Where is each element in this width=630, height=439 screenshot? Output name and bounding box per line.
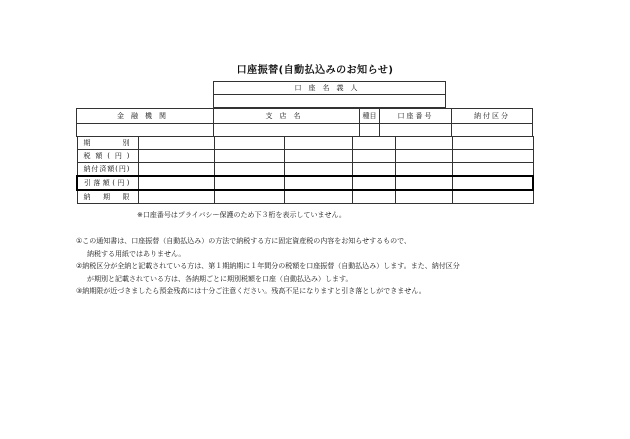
table-cell (395, 190, 452, 204)
account-type-value (360, 124, 380, 137)
table-cell (284, 150, 352, 163)
table-cell (138, 190, 214, 204)
table-cell (352, 190, 395, 204)
account-number-value (380, 124, 452, 137)
note-1-line-1: ①この通知書は、口座振替（自動払込み）の方法で納税する方に固定資産税の内容をお知らせするもので、 (76, 237, 411, 245)
period-label: 期別 (77, 137, 138, 150)
bank-value (77, 124, 214, 137)
table-cell (395, 176, 452, 190)
table-cell (138, 137, 214, 150)
withdrawal-amount-label: 引落額(円) (77, 176, 138, 190)
account-info-table (76, 108, 533, 137)
branch-value (214, 124, 360, 137)
account-holder-value (214, 95, 446, 108)
payment-row-highlighted (77, 176, 533, 190)
account-type-header: 種目 (360, 109, 380, 124)
paid-amount-label: 納付済額(円) (77, 163, 138, 177)
document-title: 口座振替(自動払込みのお知らせ) (236, 65, 394, 76)
table-cell (452, 163, 533, 177)
account-number-header: 口座番号 (380, 109, 452, 124)
tax-amount-label: 税額(円) (77, 150, 138, 163)
payment-category-header: 納付区分 (452, 109, 533, 124)
note-2-line-2: が期別と記載されている方は、各納期ごとに期別税額を口座（自動払込み）します。 (87, 274, 353, 283)
table-cell (284, 137, 352, 150)
table-cell (214, 163, 284, 177)
table-cell (284, 176, 352, 190)
table-cell (138, 163, 214, 177)
table-cell (452, 190, 533, 204)
privacy-footnote: ※口座番号はプライバシー保護のため下３桁を表示していません。 (137, 211, 346, 219)
table-cell (352, 137, 395, 150)
payment-row (77, 150, 533, 163)
table-cell (452, 176, 533, 190)
table-cell (138, 150, 214, 163)
table-cell (284, 163, 352, 177)
payment-row (77, 163, 533, 177)
table-cell (214, 137, 284, 150)
payment-category-value (452, 124, 533, 137)
table-cell (352, 163, 395, 177)
branch-header: 支店名 (214, 109, 360, 124)
bank-header: 金融機関 (77, 109, 214, 124)
table-cell (352, 176, 395, 190)
payment-row (77, 137, 533, 150)
payment-row (77, 190, 533, 204)
table-cell (138, 176, 214, 190)
table-cell (214, 176, 284, 190)
due-date-label: 納期限 (77, 190, 138, 204)
note-2-line-1: ②納税区分が全納と記載されている方は、第１期納期に１年間分の税額を口座振替（自動払込み）します。また、納付区分 (76, 262, 460, 271)
table-cell (395, 150, 452, 163)
table-cell (352, 150, 395, 163)
table-cell (214, 190, 284, 204)
table-cell (214, 150, 284, 163)
payment-schedule-table (76, 136, 534, 204)
table-cell (395, 137, 452, 150)
note-3-line-1: ③納期限が近づきましたら預金残高には十分ご注意ください。残高不足になりますと引き落としができません。 (76, 287, 426, 296)
table-cell (284, 190, 352, 204)
account-holder-table (213, 81, 446, 108)
note-1-line-2: 納税する用紙ではありません。 (87, 249, 186, 258)
account-holder-header: 口座名義人 (214, 82, 446, 95)
table-cell (395, 163, 452, 177)
table-cell (452, 150, 533, 163)
notes-section (76, 235, 556, 298)
table-cell (452, 137, 533, 150)
